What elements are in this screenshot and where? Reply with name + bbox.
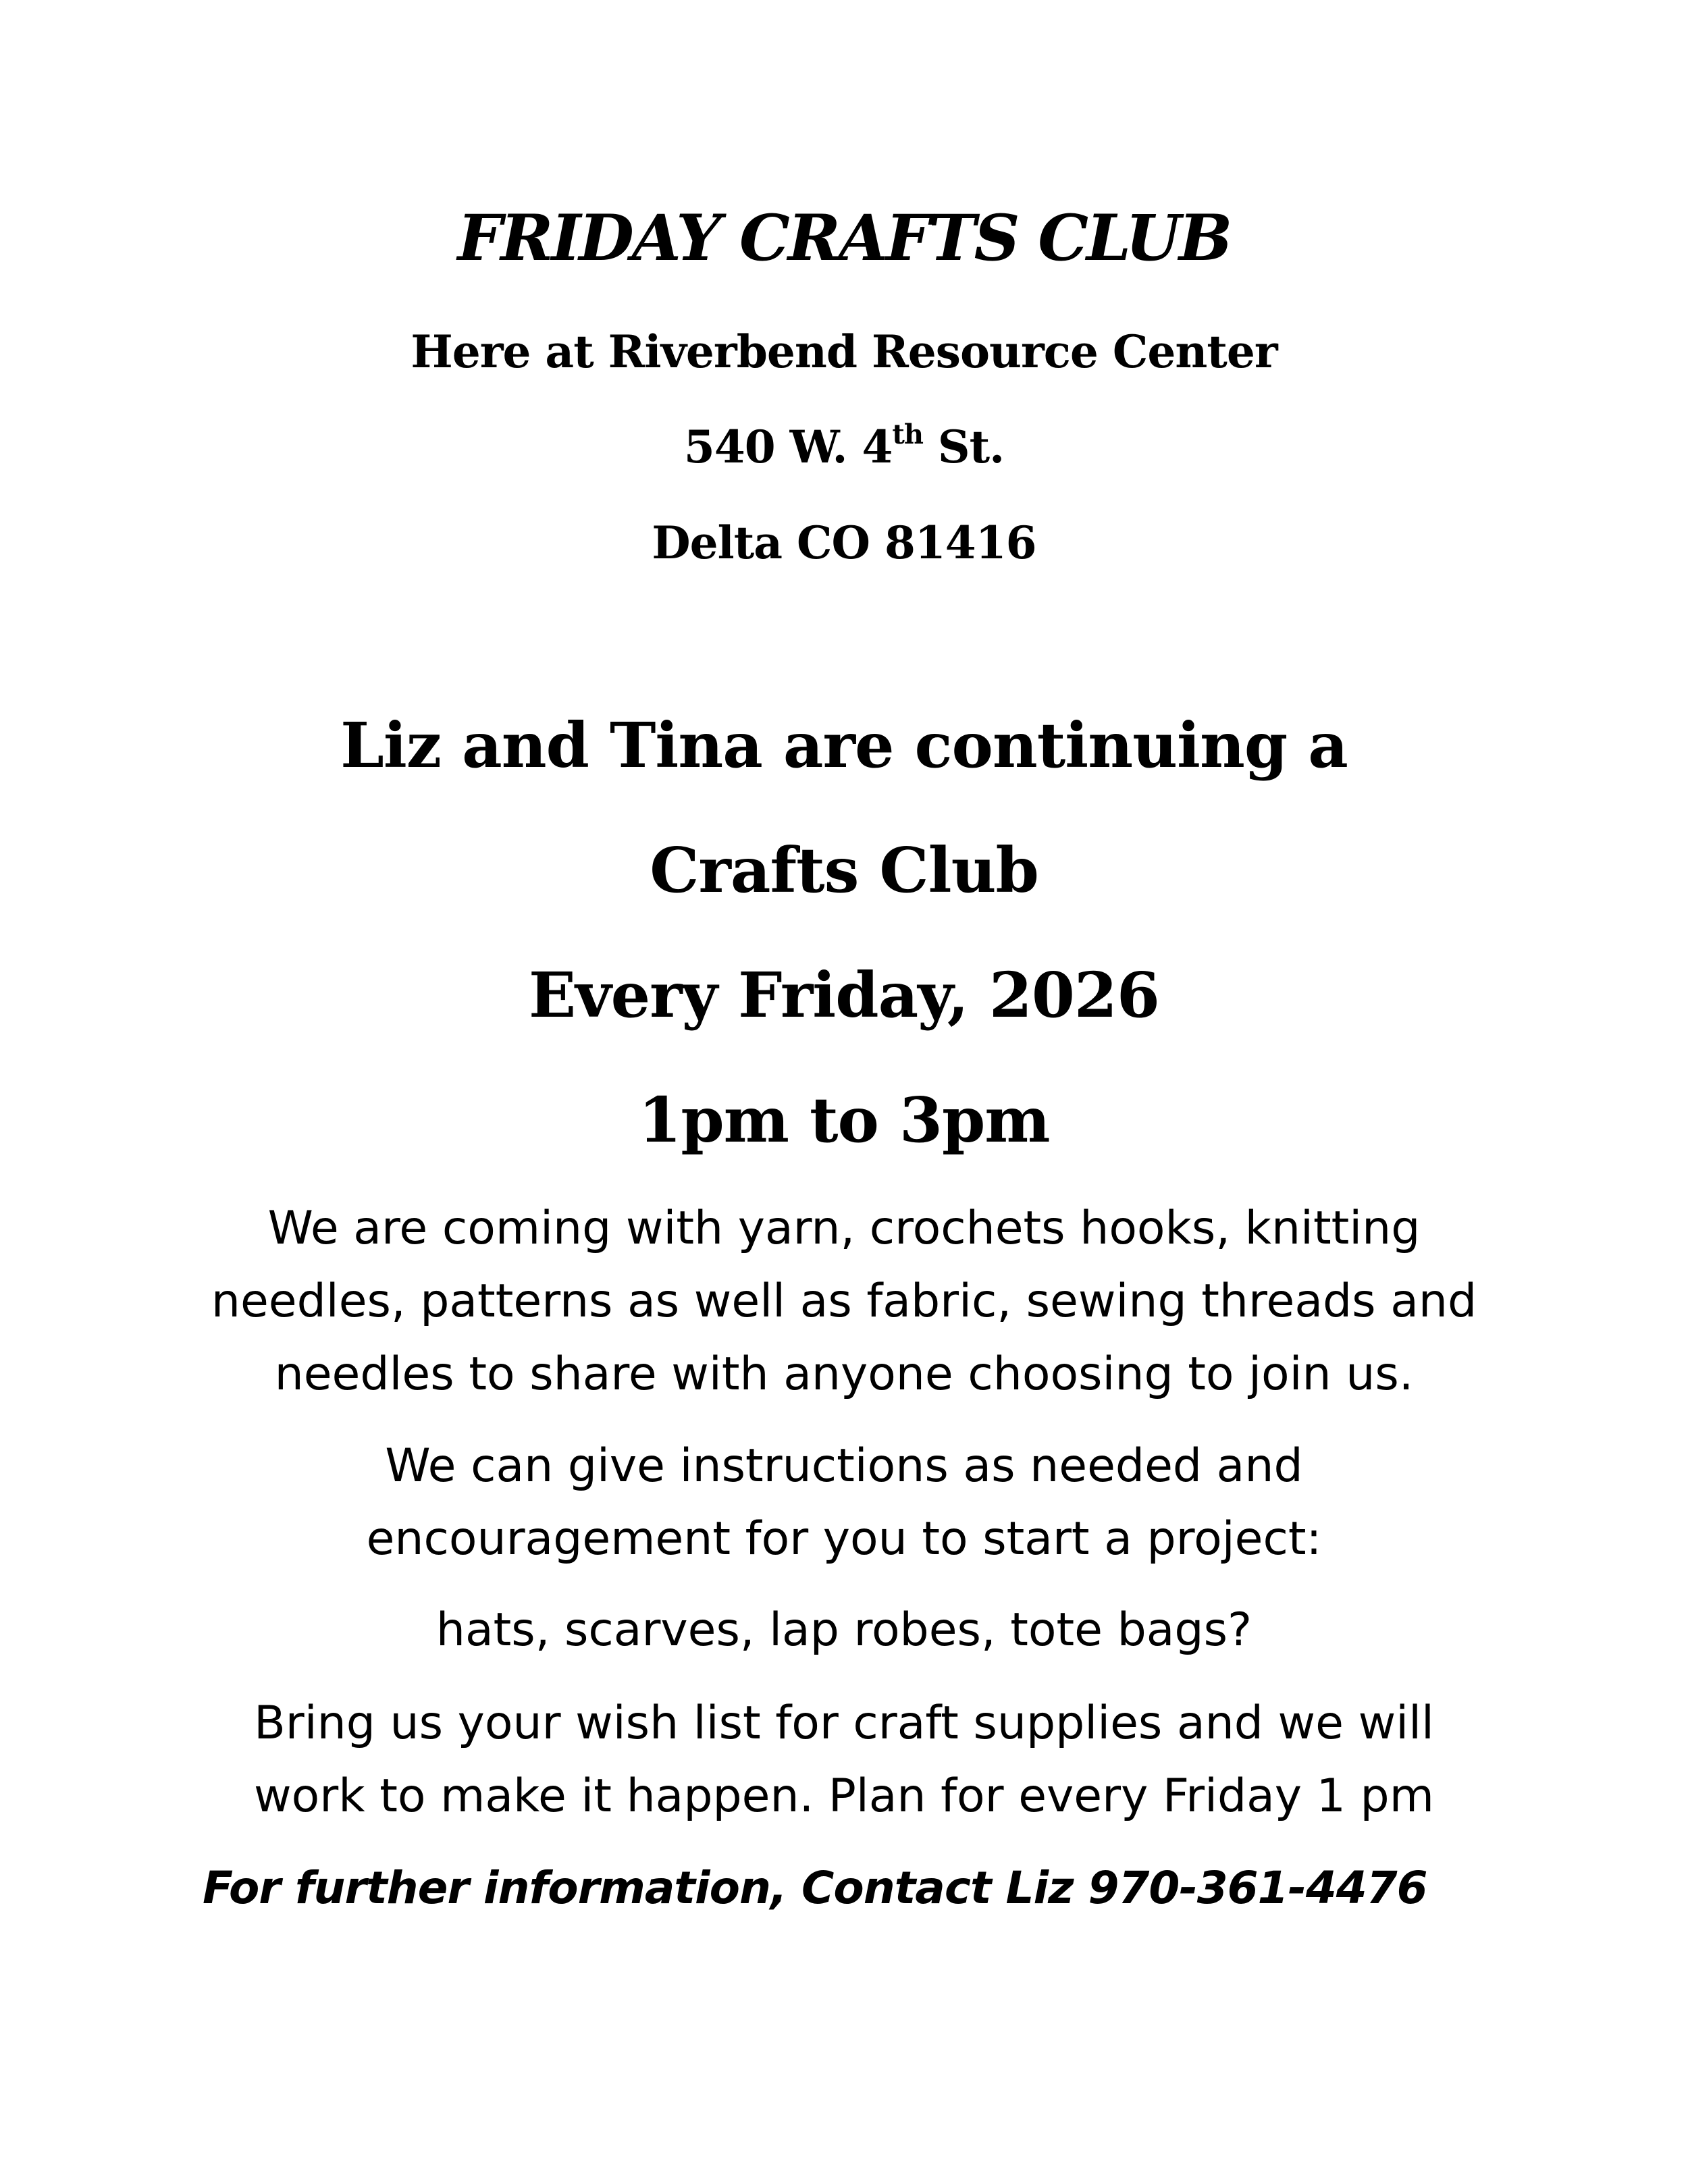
street-ordinal: th: [892, 419, 923, 450]
headline-line-2: Crafts Club: [650, 834, 1038, 907]
supplies-paragraph-line: needles to share with anyone choosing to join us.: [274, 1348, 1414, 1401]
headline-line-1: Liz and Tina are continuing a: [340, 709, 1348, 782]
wish-list-paragraph-line: work to make it happen. Plan for every Friday 1 pm: [254, 1769, 1434, 1823]
wish-list-paragraph-line: Bring us your wish list for craft supplies and we will: [254, 1697, 1434, 1750]
project-ideas: hats, scarves, lap robes, tote bags?: [436, 1603, 1252, 1657]
city-state-zip: Delta CO 81416: [652, 516, 1036, 569]
instructions-paragraph-line: encouragement for you to start a project:: [366, 1512, 1322, 1566]
street-number: 540 W. 4: [683, 421, 893, 473]
location-line: Here at Riverbend Resource Center: [411, 325, 1277, 378]
street-address: [0, 421, 1688, 473]
flyer-title: FRIDAY CRAFTS CLUB: [457, 201, 1231, 275]
schedule-hours: 1pm to 3pm: [638, 1084, 1050, 1156]
contact-info: For further information, Contact Liz 970-361-4476: [203, 1862, 1427, 1914]
instructions-paragraph-line: We can give instructions as needed and: [385, 1439, 1303, 1493]
supplies-paragraph-line: We are coming with yarn, crochets hooks, knitting: [267, 1202, 1421, 1255]
schedule-day: Every Friday, 2026: [529, 959, 1159, 1032]
supplies-paragraph-line: needles, patterns as well as fabric, sewing threads and: [211, 1275, 1477, 1328]
street-name: St.: [922, 421, 1005, 473]
